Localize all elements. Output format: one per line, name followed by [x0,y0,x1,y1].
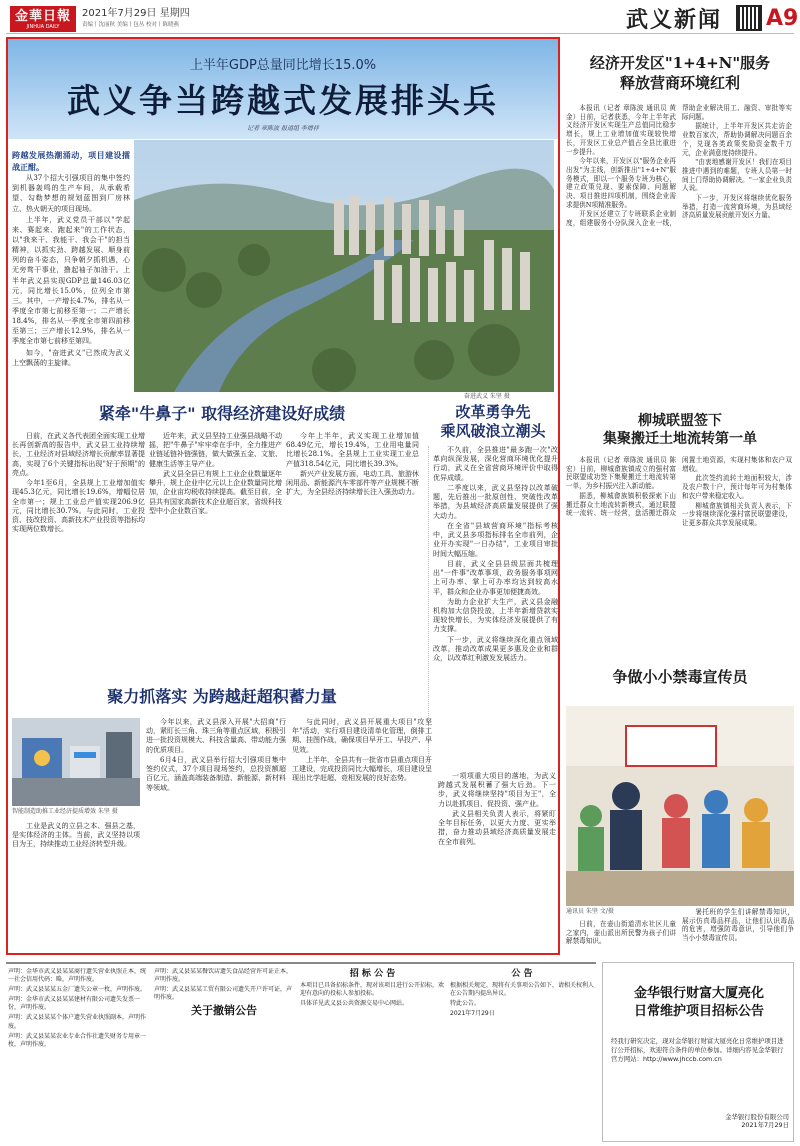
article-body [566,104,792,386]
article-paragraph: 本报讯（记者 章陈波 通讯员 黄金）日前，记者获悉，今年上半年武义经济开发区实现生产总值同比稳步增长，规上工业增加值实现较快增长，开发区工业总产值占全县比重进一步提升。 [566,104,676,156]
section-title: 武义新闻 [626,7,723,33]
article-paragraph: 下一步，开发区将继续优化服务举措，打造一流营商环境，为县域经济高质量发展贡献开发区力量。 [682,194,792,220]
classified-notice: 声明：金华市武义县某某商行遗失营业执照正本，统一社会信用代码：略，声明作废。 [8,968,147,984]
article-body: 暑托班的学生们讲解禁毒知识，展示仿真毒品样品，让他们认识毒品的危害，增强防毒意识，引导他们争当小小禁毒宣传员。 [682,908,794,943]
article-column [12,822,140,950]
bank-ad-title: 金华银行财富大厦亮化 日常维护项目招标公告 [633,986,764,1019]
bank-ad-body: 经我行研究决定，现对金华银行财富大厦亮化日常维护项目进行公开招标，欢迎符合条件的单位参加。详细内容见金华银行官方网站：http://www.jhccb.com.cn [611,1037,784,1063]
article-column [149,432,282,678]
article-paragraph: 二季度以来，武义县坚持以改革破题，先后推出一批原创性、突破性改革举措，为县域经济高质量发展提供了强大动力。 [433,483,558,520]
article-paragraph: "由衷地感谢开发区！我们在项目推进中遇到的难题，专班人员第一时间上门帮助协调解决。"一家企业负责人说。 [682,158,792,193]
classified-column [8,968,148,1142]
article-paragraph: 上半年，全县共有一批省市县重点项目开工建设，完成投资同比大幅增长，项目建设呈现出比学赶超、竞相发展的良好态势。 [292,755,432,783]
classified-column [154,968,294,1142]
article-column [12,432,145,678]
classified-notice: 声明：武义县某某个体户遗失营业执照副本，声明作废。 [8,1014,147,1030]
article-headline: 经济开发区"1+4+N"服务 释放营商环境红利 [589,54,771,92]
article-paragraph: 6月4日，武义县举行招大引强项目集中签约仪式，37个项目现场签约，总投资额超百亿元，涵盖高端装备制造、新能源、新材料等领域。 [146,755,286,792]
article-paragraph: 据悉，柳城畲族镇积极探索下山搬迁群众土地流转新模式，通过联盟统一流转、统一经营，盘活搬迁群众闲置土地资源，实现村集体和农户双增收。 [566,456,792,518]
classified-notice: 特此公告。 [450,1000,481,1008]
feature-subtitle: 上半年GDP总量同比增长15.0% [189,58,377,73]
anti-drug-education-photo [566,706,794,906]
article-paragraph: 武义县全县已有规上工业企业数量逐年攀升，规上企业中亿元以上企业数量同比增加，企业亩均税收持续提高。截至目前，全县共有国家高新技术企业超百家，省级科技型中小企业数百家。 [149,469,282,515]
feature-banner [8,39,558,139]
notice-heading: 关于撤销公告 [191,1004,257,1018]
bank-ad-signature: 金华银行股份有限公司 2021年7月29日 [725,1113,789,1130]
article-paragraph: 今年上半年，武义实现工业增加值68.49亿元，增长19.4%，工业用电量同比增长28.1%。全县规上工业实现工业总产值318.54亿元，同比增长39.3%。 [286,432,419,468]
logo-text: 金華日報 [14,9,71,24]
newspaper-logo [10,6,76,32]
article-paragraph: 柳城畲族镇相关负责人表示，下一步将继续深化强村富民联盟建设，让更多群众共享发展成果。 [682,501,792,527]
classified-notice: 2021年7月29日 [450,1010,495,1018]
section-headline: 改革勇争先 乘风破浪立潮头 [440,403,546,440]
feature-headline: 武义争当跨越式发展排头兵 [67,81,499,120]
classified-notice: 根据相关规定，现将有关事项公告如下，请相关权利人在公告期内提出异议。 [450,982,594,998]
article-paragraph: 此次签约流转土地面积较大，涉及农户数十户，预计每年可为村集体和农户带来稳定收入。 [682,474,792,500]
article-paragraph: 一项项重大项目的落地，为武义跨越式发展积蓄了强大后劲。下一步，武义将继续坚持"项目为王"，全力以赴抓项目、促投资、强产业。 [438,772,556,808]
classifieds-area [6,962,596,1142]
article-paragraph: 本报讯（记者 章陈波 通讯员 陈宏）日前，柳城畲族镇成立的强村富民联盟成功签下集聚搬迁土地流转第一单，为乡村振兴注入新动能。 [566,456,676,491]
article-column [286,432,419,678]
article-paragraph: 工业是武义的立县之本、强县之基，是实体经济的主体。当前，武义坚持以项目为王，持续推动工业经济转型升级。 [12,822,140,849]
article-paragraph: 今年以来，开发区以"服务企业再出发"为主线，创新推出"1+4+N"服务模式，即以一个服务专班为核心，建立政策兑现、要素保障、问题解决、项目推进四项机制，围绕企业需求提供N项精准服务。 [566,157,676,209]
article-paragraph: 在全省"县域营商环境"指标考核中，武义县多项指标排名全市前列，企业开办实现"一日办结"，工业项目审批时间大幅压缩。 [433,521,558,558]
article-body: 日前，在壶山街道清水社区儿童之家内，壶山派出所民警为孩子们讲解禁毒知识。 [566,920,676,946]
lead-paragraph: 从37个招大引强项目的集中签约到机器轰鸣的生产车间，从承载希望、勾勒梦想的规划蓝图到厂房林立、热火朝天的项目现场。 [12,174,130,213]
article-paragraph: 今年1至6月，全县规上工业增加值实现45.3亿元，同比增长19.6%，增幅位居全市第一；规上工业总产值实现206.9亿元，同比增长30.7%。与此同时，工业投资、技改投资、高新技术产业投资等指标均实现两位数增长。 [12,479,145,534]
qr-code-icon[interactable] [736,5,762,31]
section-headline: 紧牵"牛鼻子" 取得经济建设好成绩 [98,404,346,423]
classified-notice: 声明：武义县某某五金厂遗失公章一枚，声明作废。 [8,986,147,994]
article-paragraph: 今年以来，武义县深入开展"大招商"行动，紧盯长三角、珠三角等重点区域，积极引进一批投资规模大、科技含量高、带动能力强的优质项目。 [146,718,286,754]
issue-date: 2021年7月29日 星期四 [82,8,190,19]
article-paragraph: 与此同时，武义县开展重大项目"攻坚年"活动，实行项目建设清单化管理，倒排工期、挂图作战，确保项目早开工、早投产、早见效。 [292,718,432,754]
feature-byline: 记者 章陈波 报道组 李增祥 [247,125,319,132]
article-headline: 柳城联盟签下 集聚搬迁土地流转第一单 [603,413,757,448]
article-paragraph: 不久前，全县推进"最多跑一次"改革向纵深发展，深化营商环境优化提升行动，武义在全省营商环境评价中取得优异成绩。 [433,446,558,482]
article-body [566,456,792,652]
factory-photo [12,718,140,806]
classified-notice: 声明：武义县某某餐饮店遗失食品经营许可证正本，声明作废。 [154,968,293,984]
article-column [438,772,556,950]
article-headline: 争做小小禁毒宣传员 [612,668,748,686]
classified-column [300,968,445,1142]
notice-heading: 公 告 [511,969,533,979]
article-paragraph: 近年来，武义县坚持工业强县战略不动摇，把"牛鼻子"牢牢牵在手中，全力推进产业链延链补链强链，做大做强五金、文旅、健康生活等主导产业。 [149,432,282,468]
lead-drop: 跨越发展热潮涌动，项目建设擂战正酣。 [12,151,130,172]
article-paragraph: 武义县相关负责人表示，将紧盯全年目标任务，以更大力度、更实举措，奋力推动县域经济高质量发展走在全市前列。 [438,809,556,846]
article-paragraph: 为助力企业扩大生产，武义县金融机构加大信贷投放，上半年新增贷款实现较快增长，为实体经济发展提供了有力支撑。 [433,597,558,634]
classified-column [450,968,594,1142]
classified-notice: 具体详见武义县公共资源交易中心网站。 [300,1000,409,1008]
lead-paragraph: 如今，"奋进武义"已然成为武义上空飘荡的主旋律。 [12,348,130,367]
classified-notice: 声明：金华市武义县某某建材有限公司遗失发票一份，声明作废。 [8,996,141,1012]
city-aerial-photo [134,140,554,392]
masthead [6,4,799,34]
photo-caption: 奋进武义 朱坚 摄 [464,393,510,400]
editor-credits: 责编丨沈丽秋 美编丨包丛 校对丨陈晓燕 [82,22,179,28]
article-column [292,718,432,950]
article-paragraph: 下一步，武义将继续深化重点领域改革，推动改革成果更多惠及企业和群众，以改革红利激发发展活力。 [433,635,558,663]
photo-caption: 智能制造助推工业经济提质增效 朱坚 摄 [12,808,118,815]
article-paragraph: 开发区还建立了专班联系企业制度，组建服务小分队深入企业一线，帮助企业解决用工、融资、审批等实际问题。 [566,104,792,228]
classified-notice: 声明：武义县某某农业专业合作社遗失财务专用章一枚，声明作废。 [8,1032,147,1048]
article-column [146,718,286,950]
lead-paragraph: 上半年，武义党员干部以"学起来、赛起来、跑起来"的工作状态，以"我来干、我能干、我会干"的担当精神，以抓实劲、跨越发展、顺身前列的奋斗姿态，只争朝夕抓机遇，心无旁骛干事业，撸起袖子加油干。上半年武义县实现GDP总量146.03亿元，同比增长15.0%，位列全市第三。其中，一产增长4.7%，排名从一季度全市第七前移至第一；二产增长18.4%，排名从一季度全市第四前移至第三；三产增长12.9%，排名从一季度全市第七前移至第四。 [12,215,130,346]
article-paragraph: 据统计，上半年开发区共走访企业数百家次，帮助协调解决问题百余个，兑现各类政策奖励资金数千万元，企业满意度持续提升。 [682,122,792,157]
bank-tender-ad [602,962,794,1142]
article-column [428,446,558,768]
classified-notice: 声明：武义县某某工贸有限公司遗失开户许可证，声明作废。 [154,986,293,1002]
section-headline: 聚力抓落实 为跨越赶超积蓄力量 [107,687,337,706]
feature-lead [12,150,130,400]
page-number: A9 [766,6,799,31]
article-paragraph: 新兴产业发展方面，电动工具、旅游休闲用品、新能源汽车零部件等产业规模不断扩大，为全县经济持续增长注入强劲动力。 [286,469,419,497]
logo-subtitle: JINHUA DAILY [26,24,60,31]
article-paragraph: 日前，在武义各代表团全面实现工业增长再创新高的报告中，武义县工业持续增长，工业经济对县域经济增长贡献率显著提高，实现了6个关键指标出现"好于预期"的亮点。 [12,432,145,477]
photo-caption: 通讯员 朱坚 文/摄 [566,908,614,915]
classified-notice: 本项目已具备招标条件，现对该项目进行公开招标，欢迎有意向的投标人参加投标。 [300,982,445,998]
article-paragraph: 目前，武义全县县级层面共梳理出"一件事"改革事项，政务服务事项网上可办率、掌上可办率均达到较高水平，群众和企业办事更加便捷高效。 [433,559,558,596]
notice-heading: 招 标 公 告 [349,969,396,979]
